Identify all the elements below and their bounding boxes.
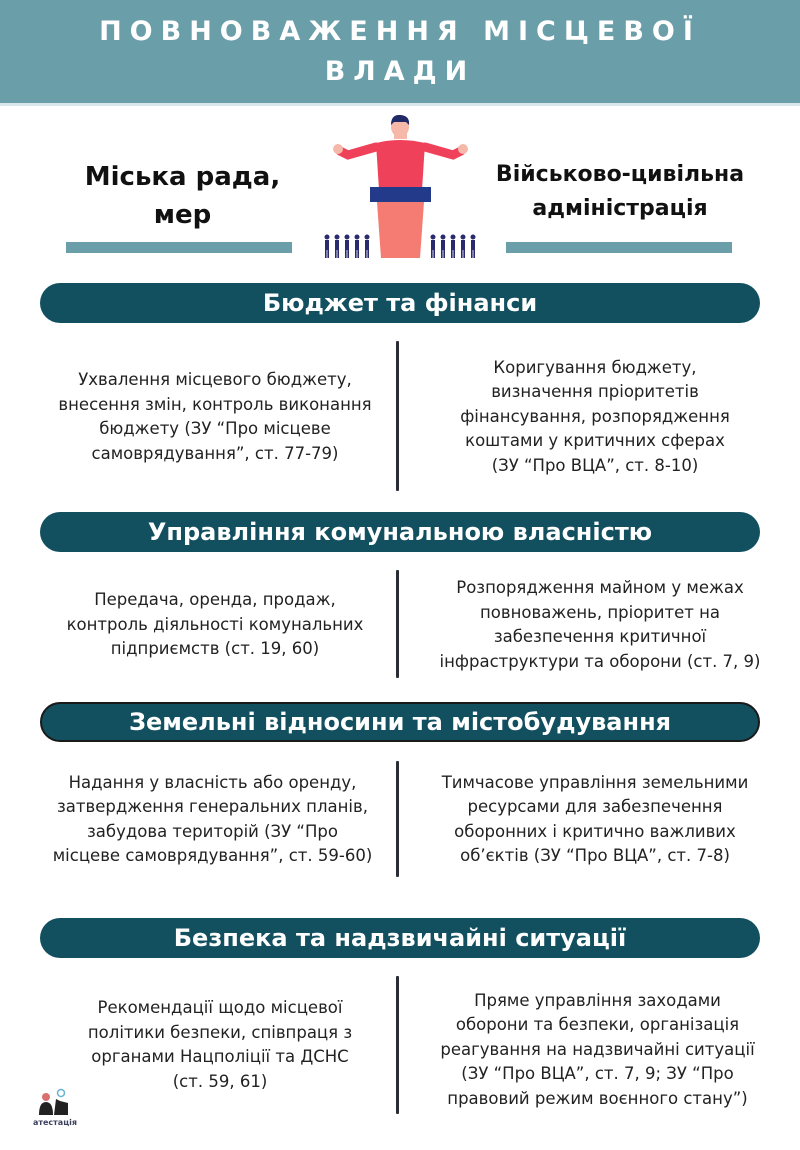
text-line: оборонних і критично важливих: [454, 821, 736, 841]
section-title: Управління комунальною власністю: [147, 518, 653, 546]
text-line: Ухвалення місцевого бюджету,: [78, 370, 352, 389]
text-line: місцеве самоврядування”, ст. 59-60): [52, 846, 373, 865]
text-line: затвердження генеральних планів,: [57, 797, 368, 816]
text-line: (ЗУ “Про ВЦА”, ст. 7, 9; ЗУ “Про: [461, 1064, 734, 1084]
land-military-admin-text: [405, 762, 785, 877]
property-city-council-text: [40, 570, 390, 680]
text-line: органами Нацполіції та ДСНС: [91, 1047, 349, 1066]
text-line: бюджету (ЗУ “Про місцеве: [99, 419, 331, 438]
text-line: внесення змін, контроль виконання: [58, 394, 372, 414]
text-line: Коригування бюджету,: [493, 357, 697, 377]
text-line: Розпорядження майном у межах: [456, 578, 744, 597]
section-title: Бюджет та фінанси: [262, 289, 538, 317]
text-line: визначення пріоритетів: [491, 382, 699, 402]
text-line: реагування на надзвичайні ситуації: [440, 1039, 755, 1059]
header-divider: [0, 103, 800, 106]
security-military-admin-text: [405, 985, 790, 1115]
column-divider: [396, 976, 399, 1114]
land-city-council-text: [30, 762, 395, 877]
budget-city-council-text: [40, 342, 390, 492]
text-line: контроль діяльності комунальних: [66, 614, 364, 634]
text-line: (ст. 59, 61): [172, 1071, 268, 1091]
right-column-title: [480, 158, 760, 226]
text-line: забезпечення критичної: [493, 627, 707, 646]
page-header: [0, 0, 800, 103]
text-line: (ЗУ “Про ВЦА”, ст. 8-10): [491, 455, 699, 475]
security-city-council-text: [40, 975, 400, 1115]
right-column-accent-bar: [506, 242, 732, 253]
page-title-line1: ПОВНОВАЖЕННЯ МІСЦЕВОЇ: [99, 15, 701, 47]
text-line: коштами у критичних сферах: [465, 431, 725, 451]
property-military-admin-text: [405, 570, 795, 680]
text-line: Надання у власність або оренду,: [68, 772, 357, 792]
text-line: забудова територій (ЗУ “Про: [87, 821, 338, 841]
text-line: повноважень, пріоритет на: [480, 602, 720, 622]
section-title: Безпека та надзвичайні ситуації: [173, 924, 627, 952]
text-line: об’єктів (ЗУ “Про ВЦА”, ст. 7-8): [460, 846, 730, 865]
left-column-title: [60, 158, 305, 234]
text-line: інфраструктури та оборони (ст. 7, 9): [439, 651, 761, 671]
text-line: фінансування, розпорядження: [460, 406, 730, 426]
page-title-line2: ВЛАДИ: [324, 55, 476, 87]
left-column-title-line1: Міська рада,: [84, 162, 281, 192]
text-line: Передача, оренда, продаж,: [94, 590, 336, 610]
column-divider: [396, 570, 399, 678]
text-line: правовий режим воєнного стану”): [447, 1088, 748, 1108]
text-line: самоврядування”, ст. 77-79): [91, 443, 339, 463]
right-column-title-line1: Військово-цивільна: [495, 162, 745, 187]
section-banner-security-emergencies: [40, 918, 760, 958]
text-line: ресурсами для забезпечення: [467, 797, 723, 816]
text-line: Пряме управління заходами: [474, 990, 721, 1010]
right-column-title-line2: адміністрація: [532, 196, 708, 221]
section-title: Земельні відносини та містобудування: [128, 708, 672, 736]
text-line: оборони та безпеки, організація: [455, 1015, 740, 1035]
left-column-accent-bar: [66, 242, 292, 253]
text-line: Тимчасове управління земельними: [441, 772, 749, 792]
left-column-title-line2: мер: [153, 200, 212, 230]
logo-text: атестація: [32, 1118, 78, 1127]
column-divider: [396, 341, 399, 491]
speaker-at-podium-icon: [318, 115, 483, 265]
text-line: Рекомендації щодо місцевої: [97, 998, 343, 1017]
text-line: політики безпеки, співпраця з: [87, 1022, 353, 1042]
section-banner-communal-property: [40, 512, 760, 552]
text-line: підприємств (ст. 19, 60): [110, 639, 320, 659]
section-banner-budget: [40, 283, 760, 323]
budget-military-admin-text: [405, 342, 785, 492]
column-divider: [396, 761, 399, 877]
section-banner-land-urban-planning: [40, 702, 760, 742]
